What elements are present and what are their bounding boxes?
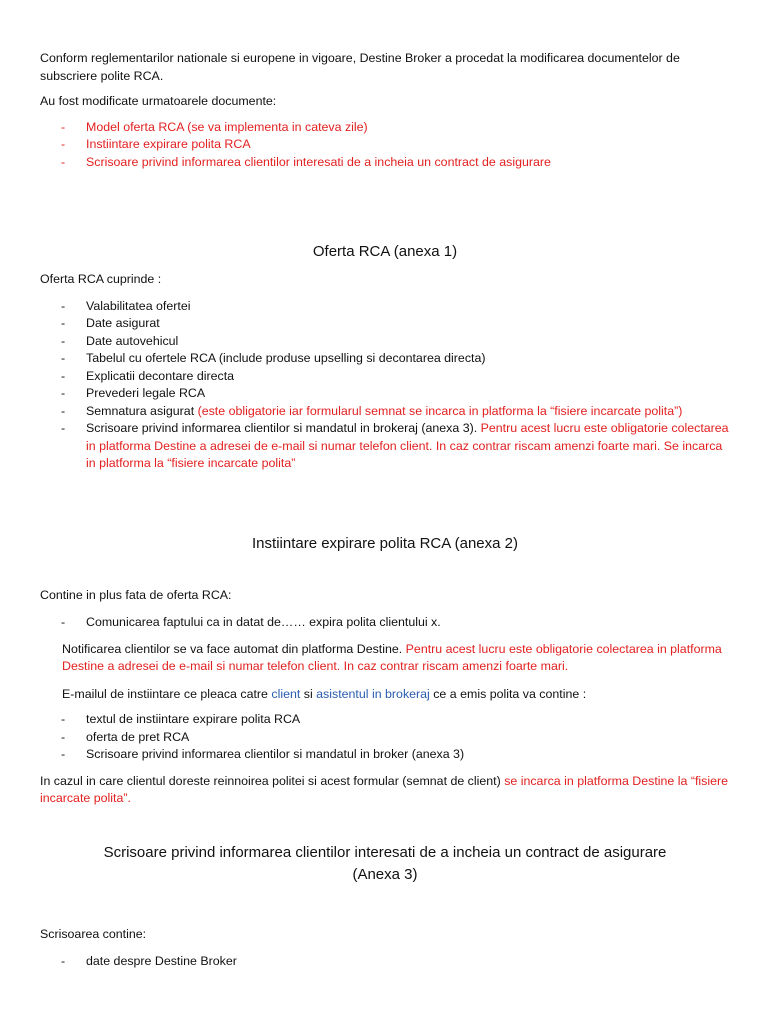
- signature-text: Semnatura asigurat: [86, 403, 198, 418]
- list-item-letter: [40, 420, 730, 473]
- list-item: - Model oferta RCA (se va implementa in cateva zile): [40, 119, 730, 137]
- email-text: E-mailul de instiintare ce pleaca catre: [62, 686, 272, 701]
- notification-note: Pentru acest lucru este obligatorie colectarea in platforma Destine a adresei de e-mail si numar telefon client. In caz contrar riscam amenzi foarte mari.: [62, 641, 722, 673]
- list-item: - Comunicarea faptului ca in datat de…… expira polita clientului x.: [40, 614, 730, 632]
- scrisoare-list: [40, 953, 730, 971]
- modified-docs-list: [40, 119, 730, 172]
- list-item: - Date asigurat: [40, 315, 730, 333]
- renewal-paragraph: [40, 773, 730, 808]
- list-item: - Instiintare expirare polita RCA: [40, 136, 730, 154]
- list-item: - textul de instiintare expirare polita RCA: [40, 711, 730, 729]
- notification-text: Notificarea clientilor se va face automat din platforma Destine.: [62, 641, 406, 656]
- email-client: client: [271, 686, 301, 701]
- scrisoare-lead: Scrisoarea contine:: [40, 926, 147, 941]
- section-title-line1: Scrisoare privind informarea clientilor interesati de a incheia un contract de asigurare: [103, 843, 667, 861]
- email-contents-list: [40, 711, 730, 764]
- document-page: [40, 50, 730, 971]
- oferta-contents-list: [40, 298, 730, 473]
- email-text-and: si: [300, 686, 317, 701]
- modified-docs-lead: Au fost modificate urmatoarele documente:: [40, 94, 277, 108]
- list-item: - Date autovehicul: [40, 333, 730, 351]
- letter-note: Pentru acest lucru este obligatorie colectarea in platforma Destine a adresei de e-mail si numar telefon client. In caz contrar riscam amenzi foarte mari. Se incarca in platforma la “fisiere incarcate polita”: [86, 421, 729, 470]
- section-title-line2: (Anexa 3): [352, 865, 418, 883]
- section-title-scrisoare: [40, 842, 730, 886]
- list-item: - Scrisoare privind informarea clientilor interesati de a incheia un contract de asigurare: [40, 154, 730, 172]
- list-item: - date despre Destine Broker: [40, 953, 730, 971]
- list-item: - Scrisoare privind informarea clientilor si mandatul in broker (anexa 3): [40, 746, 730, 764]
- email-paragraph: [40, 686, 730, 704]
- list-item: - Explicatii decontare directa: [40, 368, 730, 386]
- signature-note: (este obligatorie iar formularul semnat se incarca in platforma la “fisiere incarcate polita”): [197, 403, 683, 418]
- section-title-instiintare: Instiintare expirare polita RCA (anexa 2): [252, 534, 518, 552]
- instiintare-lead: Contine in plus fata de oferta RCA:: [40, 587, 232, 602]
- list-item: - oferta de pret RCA: [40, 729, 730, 747]
- list-item: - Prevederi legale RCA: [40, 385, 730, 403]
- list-item: - Tabelul cu ofertele RCA (include produse upselling si decontarea directa): [40, 350, 730, 368]
- list-item: - Valabilitatea ofertei: [40, 298, 730, 316]
- list-item-signature: [40, 403, 730, 421]
- letter-text: Scrisoare privind informarea clientilor si mandatul in brokeraj (anexa 3).: [86, 421, 481, 435]
- email-text-end: ce a emis polita va contine :: [429, 686, 587, 701]
- email-asistent: asistentul in brokeraj: [316, 686, 430, 701]
- instiintare-list: [40, 614, 730, 632]
- renewal-text: In cazul in care clientul doreste reinnoirea politei si acest formular (semnat de client): [40, 773, 505, 788]
- oferta-lead: Oferta RCA cuprinde :: [40, 272, 162, 286]
- notification-paragraph: [40, 641, 730, 676]
- renewal-note: se incarca in platforma Destine la “fisiere incarcate polita”.: [40, 773, 728, 805]
- section-title-oferta: Oferta RCA (anexa 1): [312, 243, 458, 260]
- intro-paragraph: Conform reglementarilor nationale si europene in vigoare, Destine Broker a procedat la modificarea documentelor de subscriere polite RCA.: [40, 51, 680, 83]
